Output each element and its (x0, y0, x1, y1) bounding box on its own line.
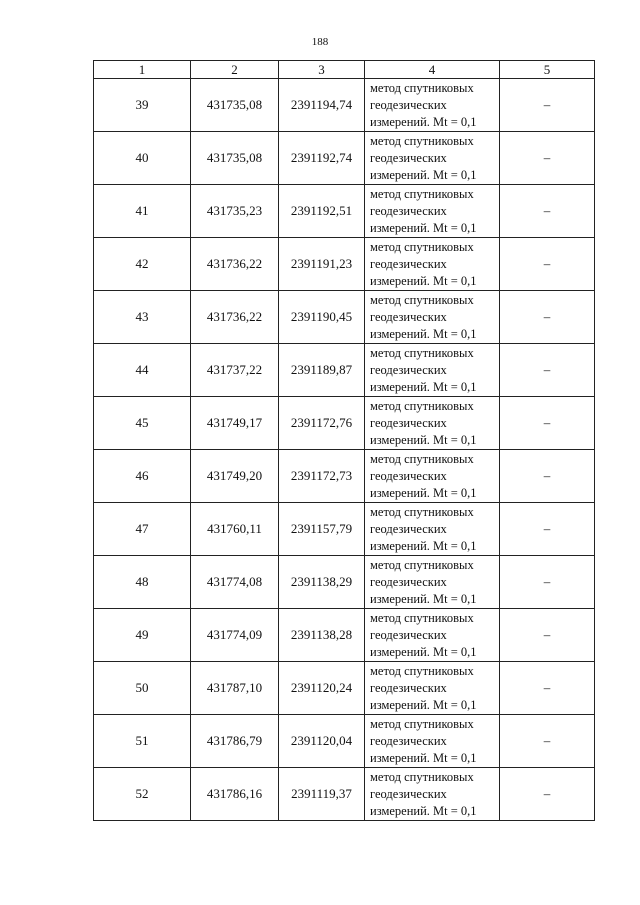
x-coordinate: 431737,22 (191, 344, 279, 397)
header-col-2: 2 (191, 61, 279, 79)
x-coordinate: 431735,08 (191, 79, 279, 132)
method-line-2: геодезических (370, 521, 447, 536)
method-line-2: геодезических (370, 627, 447, 642)
method-line-1: метод спутниковых (370, 610, 474, 625)
table-row (94, 556, 595, 609)
method-description (365, 79, 500, 132)
method-description (365, 397, 500, 450)
x-coordinate: 431774,09 (191, 609, 279, 662)
x-coordinate: 431774,08 (191, 556, 279, 609)
method-line-2: геодезических (370, 733, 447, 748)
method-description (365, 503, 500, 556)
note-cell: – (500, 185, 595, 238)
y-coordinate: 2391120,04 (279, 715, 365, 768)
method-line-1: метод спутниковых (370, 239, 474, 254)
method-line-2: геодезических (370, 309, 447, 324)
method-line-1: метод спутниковых (370, 398, 474, 413)
x-coordinate: 431749,17 (191, 397, 279, 450)
method-line-1: метод спутниковых (370, 769, 474, 784)
method-line-2: геодезических (370, 468, 447, 483)
y-coordinate: 2391138,29 (279, 556, 365, 609)
table-row (94, 662, 595, 715)
method-line-1: метод спутниковых (370, 504, 474, 519)
point-number: 45 (94, 397, 191, 450)
method-description (365, 238, 500, 291)
method-line-3: измерений. Mt = 0,1 (370, 167, 477, 182)
method-line-2: геодезических (370, 680, 447, 695)
point-number: 42 (94, 238, 191, 291)
method-line-3: измерений. Mt = 0,1 (370, 644, 477, 659)
header-col-3: 3 (279, 61, 365, 79)
header-col-1: 1 (94, 61, 191, 79)
y-coordinate: 2391157,79 (279, 503, 365, 556)
method-description (365, 556, 500, 609)
method-line-3: измерений. Mt = 0,1 (370, 114, 477, 129)
method-line-2: геодезических (370, 786, 447, 801)
method-line-3: измерений. Mt = 0,1 (370, 273, 477, 288)
x-coordinate: 431760,11 (191, 503, 279, 556)
header-col-4: 4 (365, 61, 500, 79)
table-header (94, 61, 595, 79)
y-coordinate: 2391189,87 (279, 344, 365, 397)
table-row (94, 185, 595, 238)
method-description (365, 450, 500, 503)
x-coordinate: 431786,79 (191, 715, 279, 768)
y-coordinate: 2391192,51 (279, 185, 365, 238)
method-line-3: измерений. Mt = 0,1 (370, 326, 477, 341)
note-cell: – (500, 609, 595, 662)
point-number: 39 (94, 79, 191, 132)
point-number: 48 (94, 556, 191, 609)
x-coordinate: 431787,10 (191, 662, 279, 715)
method-description (365, 609, 500, 662)
y-coordinate: 2391120,24 (279, 662, 365, 715)
y-coordinate: 2391190,45 (279, 291, 365, 344)
note-cell: – (500, 715, 595, 768)
point-number: 41 (94, 185, 191, 238)
point-number: 40 (94, 132, 191, 185)
table-row (94, 609, 595, 662)
method-description (365, 185, 500, 238)
x-coordinate: 431735,23 (191, 185, 279, 238)
method-line-3: измерений. Mt = 0,1 (370, 485, 477, 500)
note-cell: – (500, 768, 595, 821)
method-description (365, 291, 500, 344)
note-cell: – (500, 397, 595, 450)
method-line-2: геодезических (370, 362, 447, 377)
y-coordinate: 2391194,74 (279, 79, 365, 132)
y-coordinate: 2391138,28 (279, 609, 365, 662)
point-number: 49 (94, 609, 191, 662)
table-row (94, 79, 595, 132)
method-line-1: метод спутниковых (370, 80, 474, 95)
header-col-5: 5 (500, 61, 595, 79)
method-description (365, 344, 500, 397)
method-line-1: метод спутниковых (370, 716, 474, 731)
method-description (365, 132, 500, 185)
table-row (94, 132, 595, 185)
header-row (94, 61, 595, 79)
method-line-1: метод спутниковых (370, 663, 474, 678)
method-line-3: измерений. Mt = 0,1 (370, 697, 477, 712)
method-description (365, 662, 500, 715)
method-line-2: геодезических (370, 574, 447, 589)
note-cell: – (500, 503, 595, 556)
page-number: 188 (311, 36, 329, 48)
note-cell: – (500, 238, 595, 291)
y-coordinate: 2391191,23 (279, 238, 365, 291)
x-coordinate: 431735,08 (191, 132, 279, 185)
table-row (94, 291, 595, 344)
y-coordinate: 2391119,37 (279, 768, 365, 821)
method-line-2: геодезических (370, 415, 447, 430)
point-number: 44 (94, 344, 191, 397)
method-line-2: геодезических (370, 150, 447, 165)
table-row (94, 715, 595, 768)
method-description (365, 768, 500, 821)
method-line-1: метод спутниковых (370, 345, 474, 360)
method-line-1: метод спутниковых (370, 186, 474, 201)
point-number: 43 (94, 291, 191, 344)
x-coordinate: 431736,22 (191, 238, 279, 291)
table-row (94, 344, 595, 397)
method-line-3: измерений. Mt = 0,1 (370, 432, 477, 447)
table-row (94, 450, 595, 503)
point-number: 52 (94, 768, 191, 821)
method-line-1: метод спутниковых (370, 451, 474, 466)
table-row (94, 768, 595, 821)
x-coordinate: 431786,16 (191, 768, 279, 821)
note-cell: – (500, 132, 595, 185)
y-coordinate: 2391172,76 (279, 397, 365, 450)
note-cell: – (500, 556, 595, 609)
table-row (94, 397, 595, 450)
point-number: 50 (94, 662, 191, 715)
table-row (94, 238, 595, 291)
y-coordinate: 2391192,74 (279, 132, 365, 185)
method-line-1: метод спутниковых (370, 133, 474, 148)
note-cell: – (500, 450, 595, 503)
method-line-2: геодезических (370, 97, 447, 112)
method-line-2: геодезических (370, 256, 447, 271)
method-line-3: измерений. Mt = 0,1 (370, 591, 477, 606)
note-cell: – (500, 79, 595, 132)
method-line-2: геодезических (370, 203, 447, 218)
x-coordinate: 431749,20 (191, 450, 279, 503)
point-number: 51 (94, 715, 191, 768)
method-line-1: метод спутниковых (370, 292, 474, 307)
point-number: 47 (94, 503, 191, 556)
method-line-3: измерений. Mt = 0,1 (370, 538, 477, 553)
method-line-3: измерений. Mt = 0,1 (370, 803, 477, 818)
note-cell: – (500, 344, 595, 397)
method-line-3: измерений. Mt = 0,1 (370, 379, 477, 394)
coordinates-table (93, 60, 595, 821)
note-cell: – (500, 291, 595, 344)
y-coordinate: 2391172,73 (279, 450, 365, 503)
point-number: 46 (94, 450, 191, 503)
table-row (94, 503, 595, 556)
method-line-3: измерений. Mt = 0,1 (370, 750, 477, 765)
method-description (365, 715, 500, 768)
method-line-3: измерений. Mt = 0,1 (370, 220, 477, 235)
note-cell: – (500, 662, 595, 715)
table-body (94, 79, 595, 821)
x-coordinate: 431736,22 (191, 291, 279, 344)
method-line-1: метод спутниковых (370, 557, 474, 572)
